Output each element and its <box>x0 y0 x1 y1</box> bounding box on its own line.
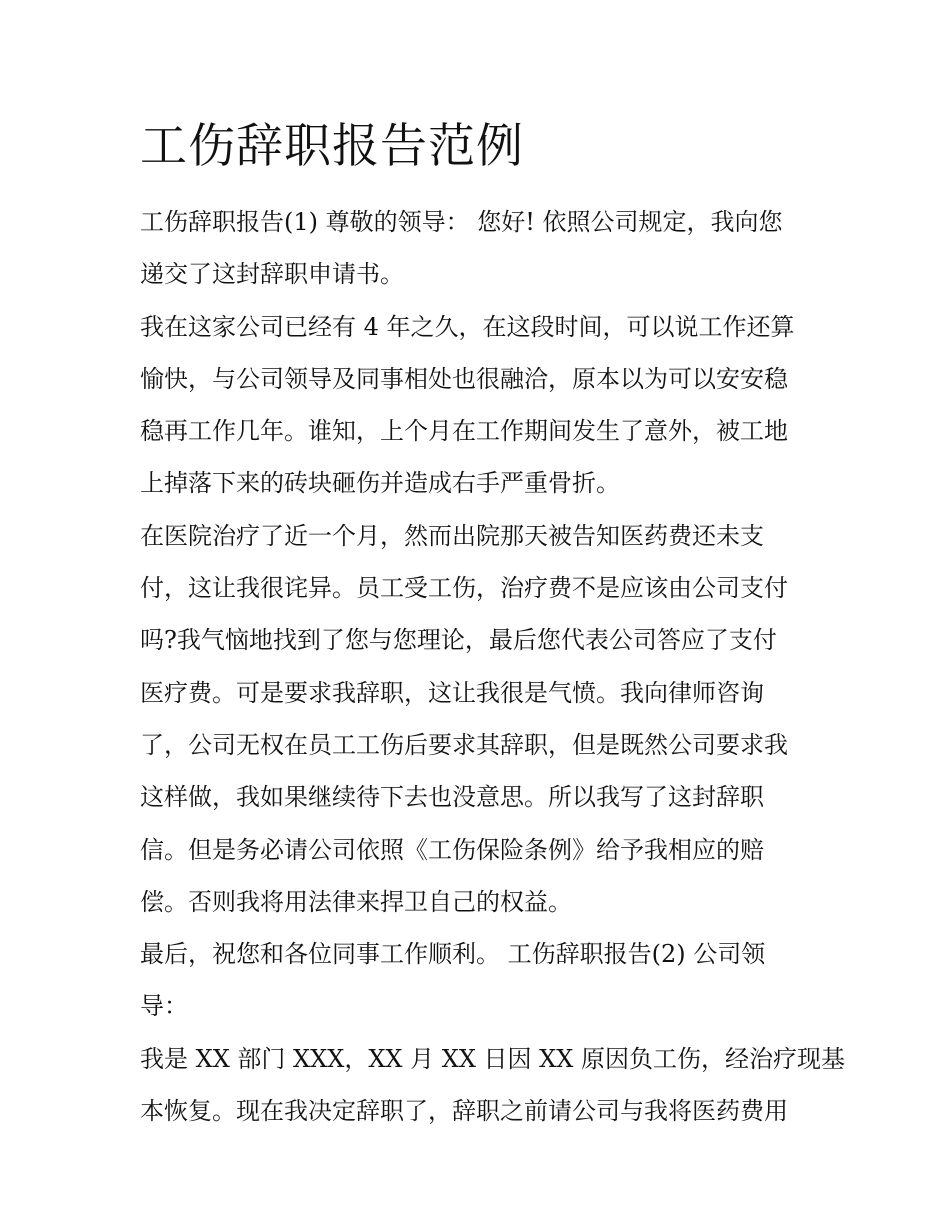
body-line: 信。但是务必请公司依照《工伤保险条例》给予我相应的赔 <box>140 835 764 864</box>
body-line: 最后，祝您和各位同事工作顺利。 工伤辞职报告(2) 公司领 <box>140 940 766 969</box>
body-line: 付，这让我很诧异。员工受工伤，治疗费不是应该由公司支付 <box>140 574 788 603</box>
body-line: 偿。否则我将用法律来捍卫自己的权益。 <box>140 887 572 916</box>
body-line: 稳再工作几年。谁知，上个月在工作期间发生了意外，被工地 <box>140 417 788 446</box>
body-line: 在医院治疗了近一个月，然而出院那天被告知医药费还未支 <box>140 521 764 550</box>
body-line: 这样做，我如果继续待下去也没意思。所以我写了这封辞职 <box>140 783 764 812</box>
body-line: 工伤辞职报告(1) 尊敬的领导： 您好! 依照公司规定，我向您 <box>140 208 783 236</box>
body-line: 了，公司无权在员工工伤后要求其辞职，但是既然公司要求我 <box>140 730 788 759</box>
body-line: 导： <box>140 992 188 1021</box>
document-title: 工伤辞职报告范例 <box>140 119 524 174</box>
body-line: 我在这家公司已经有 4 年之久，在这段时间，可以说工作还算 <box>140 312 795 341</box>
body-line: 递交了这封辞职申请书。 <box>140 260 404 289</box>
body-line: 我是 XX 部门 XXX，XX 月 XX 日因 XX 原因负工伤，经治疗现基 <box>140 1044 845 1073</box>
body-line: 医疗费。可是要求我辞职，这让我很是气愤。我向律师咨询 <box>140 678 764 707</box>
body-line: 本恢复。现在我决定辞职了，辞职之前请公司与我将医药费用 <box>140 1097 788 1126</box>
body-line: 吗?我气恼地找到了您与您理论，最后您代表公司答应了支付 <box>140 626 777 655</box>
document-body <box>140 196 845 1137</box>
body-line: 愉快，与公司领导及同事相处也很融洽，原本以为可以安安稳 <box>140 364 788 393</box>
body-line: 上掉落下来的砖块砸伤并造成右手严重骨折。 <box>140 469 620 498</box>
